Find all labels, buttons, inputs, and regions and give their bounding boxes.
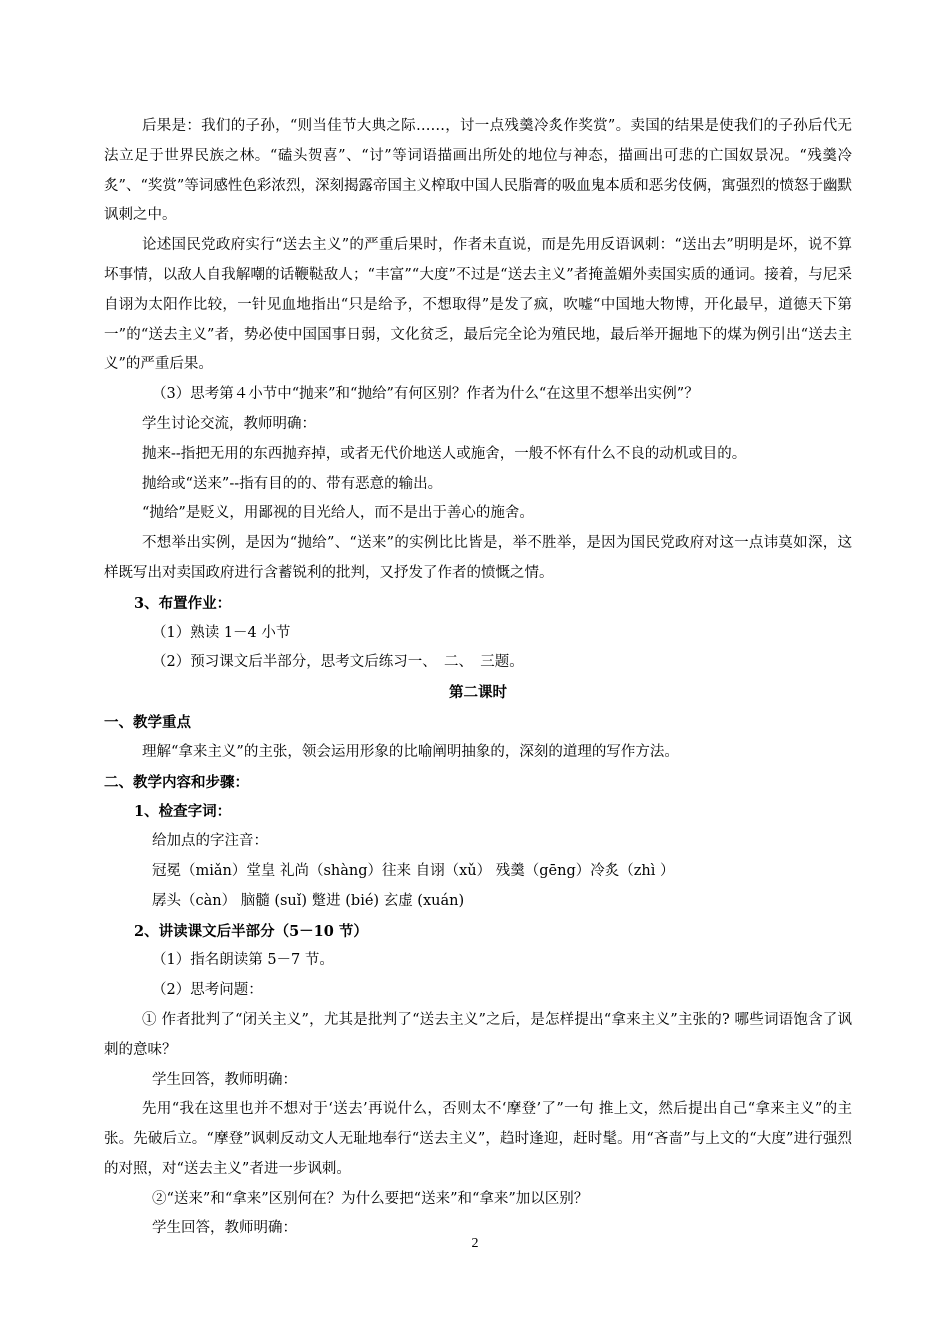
definition-derogatory: “抛给”是贬义，用鄙视的目光给人，而不是出于善心的施舍。 xyxy=(142,505,534,522)
lecture-step-2: （2）思考问题： xyxy=(152,982,263,999)
heading-check-words: 1、检查字词： xyxy=(134,803,232,821)
question-3: （3）思考第４小节中“抛来”和“抛给”有何区别？作者为什么“在这里不想举出实例”？ xyxy=(152,386,699,403)
question-1: ① 作者批判了“闭关主义”，尤其是批判了“送去主义”之后，是怎样提出“拿来主义”主张的? 哪些词语饱含了讽刺的意味？ xyxy=(104,1011,852,1058)
teaching-focus-text: 理解“拿来主义”的主张，领会运用形象的比喻阐明抽象的，深刻的道理的写作方法。 xyxy=(142,743,679,760)
discussion-note: 学生讨论交流，教师明确： xyxy=(142,415,316,432)
heading-teaching-steps: 二、教学内容和步骤： xyxy=(104,773,249,791)
page-body xyxy=(104,112,852,1244)
heading-homework: 3、布置作业： xyxy=(134,594,232,612)
question-2: ②“送来”和“拿来”区别何在？为什么要把“送来”和“拿来”加以区别？ xyxy=(152,1190,589,1207)
paragraph-consequence: 后果是：我们的子孙，“则当佳节大典之际……，讨一点残羹冷炙作奖赏”。卖国的结果是使我们的子孙后代无法立足于世界民族之林。“磕头贺喜”、“讨”等词语描画出所处的地位与神态，描画出可悲的亡国奴景况。“残羹冷炙”、“奖赏”等词感性色彩浓烈，深刻揭露帝国主义榨取中国人民脂膏的吸血鬼本质和恶劣伎俩，寓强烈的愤怒于幽默讽刺之中。 xyxy=(104,118,852,224)
homework-item-2: （2）预习课文后半部分，思考文后练习一、 二、 三题。 xyxy=(152,654,524,671)
check-words-intro: 给加点的字注音： xyxy=(152,833,268,850)
definition-paogei: 抛给或“送来”--指有目的的、带有恶意的输出。 xyxy=(142,475,443,492)
homework-item-1: （1）熟读 1－4 小节 xyxy=(152,624,291,641)
answer-1: 先用“我在这里也并不想对于‘送去’再说什么，否则太不‘摩登’了”一句 推上文，然后提出自己“拿来主义”的主张。先破后立。“摩登”讽刺反动文人无耻地奉行“送去主义”，趋时逢迎，赶时髦。用“吝啬”与上文的“大度”进行强烈的对照，对“送去主义”者进一步讽刺。 xyxy=(104,1101,852,1177)
answer-1-intro: 学生回答，教师明确： xyxy=(152,1071,297,1088)
page-number: 2 xyxy=(471,1236,479,1251)
paragraph-no-examples: 不想举出实例，是因为“抛给”、“送来”的实例比比皆是，举不胜举，是因为国民党政府对这一点讳莫如深，这样既写出对卖国政府进行含蓄锐利的批判，又抒发了作者的愤慨之情。 xyxy=(104,535,852,581)
pinyin-words-line-1: 冠冕（miǎn）堂皇 礼尚（shàng）往来 自诩（xǔ） 残羹（gēng）冷炙（zhì ） xyxy=(152,862,675,879)
lecture-step-1: （1）指名朗读第 5－7 节。 xyxy=(152,952,334,969)
paragraph-sending-critique: 论述国民党政府实行“送去主义”的严重后果时，作者未直说，而是先用反语讽刺：“送出去”明明是坏，说不算坏事情，以敌人自我解嘲的话鞭鞑敌人；“丰富”“大度”不过是“送去主义”者掩盖媚外卖国实质的通词。接着，与尼采自诩为太阳作比较，一针见血地指出“只是给予，不想取得”是发了疯，吹嘘“中国地大物博，开化最早，道德天下第一”的“送去主义”者，势必使中国国事日弱，文化贫乏，最后完全论为殖民地，最后举开掘地下的煤为例引出“送去主义”的严重后果。 xyxy=(104,237,852,373)
heading-teaching-focus: 一、教学重点 xyxy=(104,713,191,731)
heading-lecture: 2、讲读课文后半部分（5－10 节） xyxy=(134,922,368,940)
definition-paolai: 抛来--指把无用的东西抛弃掉，或者无代价地送人或施舍，一般不怀有什么不良的动机或目的。 xyxy=(142,445,747,462)
pinyin-words-line-2: 孱头（càn） 脑髓 (suǐ) 蹩进 (bié) 玄虚 (xuán) xyxy=(152,892,465,909)
answer-2-intro: 学生回答，教师明确： xyxy=(152,1220,297,1237)
lesson-2-title: 第二课时 xyxy=(449,684,507,702)
